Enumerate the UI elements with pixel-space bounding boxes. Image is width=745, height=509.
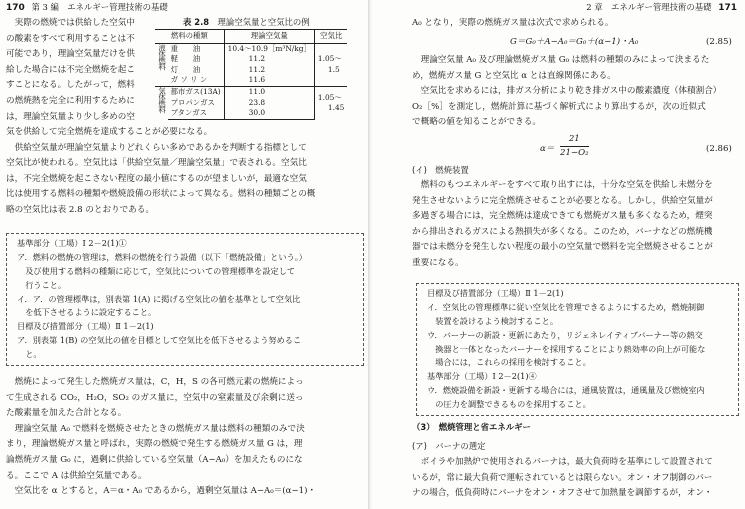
text-line: め，燃焼ガス量 G と空気比 α とは直線関係にある。	[412, 70, 616, 81]
equation-2-86-lhs: α＝	[540, 144, 555, 154]
burner-paragraph	[412, 455, 713, 502]
text-line: 気を供給して完全燃焼を達成することが必要になる。	[6, 127, 213, 137]
ratio-line: 1.5	[327, 64, 340, 74]
text-line: は，不完全燃焼を起こさない程度の最小値にするのが望ましいが，最適な空気	[6, 173, 307, 184]
text-line: 実際の燃焼では供給した空気中	[6, 18, 135, 28]
left-page	[0, 0, 368, 509]
box-line: を低下させるように設定すること。	[17, 307, 157, 318]
text-line: すことになる。したがって，燃料	[6, 80, 135, 91]
air-value: 10.4～10.9［m³N/kg］	[224, 43, 314, 54]
fraction-numerator: 21	[560, 133, 589, 147]
col-theoretical-air: 理論空気量	[224, 30, 314, 44]
air-value: 11.0	[224, 86, 314, 97]
air-value: 11.2	[224, 65, 314, 76]
ratio-liquid	[314, 43, 347, 86]
text-line: ボイラや加熱炉で使用されるバーナは，最大負荷時を基準にして設置されて	[412, 457, 713, 467]
fuel-name: ガ ソ リ ン	[170, 75, 208, 85]
box-line: イ．ア．の管理標準は，別表第 1(A) に掲げる空気比の値を基準として空気比	[17, 293, 301, 304]
box-line: ウ．燃焼設備を新設・更新する場合には，通風装置は，通風量及び燃焼室内	[427, 385, 705, 396]
box-line: 目標及び措置部分（工場）Ⅱ 1－2(1)	[427, 288, 564, 298]
air-ratio-paragraph	[6, 125, 315, 219]
heading-combustion-management: （3） 燃焼管理と省エネルギー	[412, 422, 531, 432]
heading-combustion-device: (イ) 燃焼装置	[412, 165, 469, 175]
table-row	[155, 43, 347, 54]
box-line: 基準部分（工場）Ⅰ 2－2(1)④	[427, 371, 537, 382]
equation-number-2-86: (2.86)	[706, 144, 732, 154]
box-line: 及び使用する燃料の種類に応じて，空気比についての管理標準を設定して	[17, 265, 296, 276]
regulation-box-right	[416, 283, 739, 416]
equation-number-2-85: (2.85)	[706, 37, 732, 47]
regulation-box-left	[6, 233, 364, 366]
text-line: 空気比を α とすると，A＝α・A₀ であるから，過剰空気量は A−A₀＝(α−1)・	[6, 486, 317, 497]
text-line: O₂［%］を測定し，燃焼計算に基づく解析式により算出するが，次の近似式	[412, 101, 706, 112]
box-line: 基準部分（工場）Ⅰ 2－2(1)①	[17, 238, 127, 248]
right-running-header	[586, 1, 737, 14]
text-line: る。ここで A は供給空気量である。	[6, 470, 147, 481]
equation-2-86-fraction	[560, 133, 589, 160]
table-title: 理論空気量と空気比の例	[209, 17, 310, 27]
ratio-line: 1.05～	[317, 92, 342, 102]
box-line: と。	[17, 349, 42, 360]
air-ratio-table	[155, 29, 347, 120]
air-value: 11.2	[224, 54, 314, 65]
fuel-name: プロパンガス	[170, 97, 215, 107]
air-value: 11.6	[224, 75, 314, 86]
text-line: は，理論空気量より少し多めの空	[6, 111, 135, 122]
group-gas-fuel: 気体燃料	[155, 86, 168, 119]
box-line: 換器と一体となったバーナーを採用することにより熱効率の向上が可能な	[427, 343, 706, 354]
text-line: て生成される CO₂，H₂O，SO₂ のガス量に，空気中の窒素量及び余剰に送っ	[6, 392, 304, 403]
text-line: から排出されるガスによる熱損失が多くなる。このため，バーナなどの燃焼機	[412, 226, 713, 237]
box-line: ウ．バーナーの新設・更新にあたり，リジェネレイティブバーナー等の熱交	[427, 329, 703, 340]
fraction-denominator: 21−O₂	[560, 148, 589, 158]
text-line: 多過ぎる場合には，完全燃焼は達成できても燃焼ガス量も多くなるため，煙突	[412, 211, 713, 222]
text-line: の燃焼熱を完全に利用するために	[6, 95, 135, 106]
right-page-number: 171	[718, 3, 737, 13]
ratio-gas	[314, 86, 347, 119]
text-line: A₀ となり，実際の燃焼ガス量は次式で求められる。	[412, 18, 614, 28]
linear-relation-paragraph	[412, 53, 721, 131]
col-air-ratio: 空気比	[314, 30, 347, 44]
right-header-section: 2 章 エネルギー管理技術の基礎	[586, 2, 712, 12]
box-line: 目標及び措置部分（工場）Ⅱ 1－2(1)	[17, 321, 154, 332]
text-line: 燃焼によって発生した燃焼ガス量は，C，H，S の各可燃元素の燃焼によっ	[6, 377, 304, 387]
air-value: 30.0	[224, 108, 314, 119]
box-line: 装置を設けるよう検討すること。	[427, 315, 559, 326]
group-liquid-fuel: 液体燃料	[157, 43, 167, 70]
text-line: ナの場合，低負荷時にバーナをオン・オフさせて加熱量を調節するが，オン・	[412, 488, 713, 499]
text-line: 供給空気量が理論空気量よりどれくらい多めであるかを判断する指標として	[6, 142, 307, 153]
left-page-number: 170	[6, 3, 25, 13]
text-line: 給した場合には不完全燃焼を起こ	[6, 64, 135, 75]
box-line: 場合には，これらの採用を検討すること。	[427, 357, 591, 368]
text-line: 空気比を求めるには，排ガス分析により乾き排ガス中の酸素濃度（体積割合）	[412, 86, 722, 97]
box-line: ア．燃料の燃焼の管理は，燃料の燃焼を行う設備（以下「燃焼設備」という。）	[17, 251, 307, 262]
table-header-row	[155, 30, 347, 44]
text-line: 器では未燃分を発生しない程度の最小の空気量で燃料を完全燃焼させることが	[412, 242, 713, 253]
table-number: 表 2.8	[183, 17, 210, 27]
text-line: た酸素量を加えた合計となる。	[6, 408, 127, 419]
intro-paragraph	[6, 16, 135, 125]
text-line: 理論空気量 A₀ 及び理論燃焼ガス量 G₀ は燃料の種類のみによって決まるた	[412, 55, 710, 65]
box-line: イ．空気比の管理標準に従い空気比を管理できるようにするため，燃焼制御	[427, 301, 705, 312]
fuel-name: 重 油	[170, 43, 201, 53]
text-line: の酸素をすべて利用することは不	[6, 33, 135, 44]
air-value: 23.8	[224, 98, 314, 109]
text-line: 燃料のもつエネルギーをすべて取り出すには，十分な空気を供給し未燃分を	[412, 180, 713, 190]
box-line: ア．別表第 1(B) の空気比の値を目標として空気比を低下させるよう努めるこ	[17, 335, 302, 346]
ratio-line: 1.45	[327, 103, 345, 113]
col-fuel-type: 燃料の種類	[155, 30, 224, 44]
left-running-header	[6, 1, 168, 14]
text-line: いるが，常に最大負荷で運転されているとは限らない。オン・オフ制御のバー	[412, 472, 713, 483]
text-line: 可能であり，理論空気量だけを供	[6, 49, 135, 60]
box-line: の圧力を調整できるものを採用すること。	[427, 399, 591, 410]
text-line: まり，理論燃焼ガス量と呼ばれ，実際の燃焼で発生する燃焼ガス量 G は，理	[6, 439, 303, 450]
text-line: 比は使用する燃料の種類や燃焼設備の形状によって異なる。燃料の種類ごとの概	[6, 189, 316, 200]
text-line: 理論空気量 A₀ で燃料を燃焼させたときの燃焼ガス量は燃料の種類のみで決	[6, 423, 305, 434]
fuel-name: 軽 油	[170, 54, 201, 64]
text-line: 論燃焼ガス量 G₀ に，過剰に供給している空気量（A−A₀）を加えたものにな	[6, 454, 303, 465]
table-caption	[183, 15, 310, 30]
heading-burner-selection: (ア) バーナの選定	[412, 441, 486, 451]
equation-2-85: G＝G₀＋A−A₀＝G₀＋(α−1)・A₀	[510, 37, 639, 47]
text-line: で概略の値を知ることができる。	[412, 117, 541, 128]
text-line: 略の空気比は表 2.8 のとおりである。	[6, 204, 155, 215]
right-page	[372, 0, 745, 509]
fuel-name: 都市ガス(13A)	[168, 86, 225, 97]
fuel-name: ブタンガス	[168, 108, 225, 119]
combustion-device-paragraph	[412, 178, 713, 272]
text-line: 重要になる。	[412, 257, 464, 268]
box-line: 行うこと。	[17, 279, 67, 290]
left-header-section: 第 3 編 エネルギー管理技術の基礎	[31, 2, 168, 12]
ratio-line: 1.05～	[317, 54, 342, 64]
table-row	[155, 86, 347, 97]
combustion-gas-paragraph	[6, 375, 316, 500]
text-line: 発生させないように完全燃焼させることが必要となる。しかし，供給空気量が	[412, 195, 713, 206]
fuel-name: 灯 油	[170, 64, 201, 74]
text-line: 空気比が使われる。空気比は「供給空気量／理論空気量」で表される。空気比	[6, 158, 307, 169]
